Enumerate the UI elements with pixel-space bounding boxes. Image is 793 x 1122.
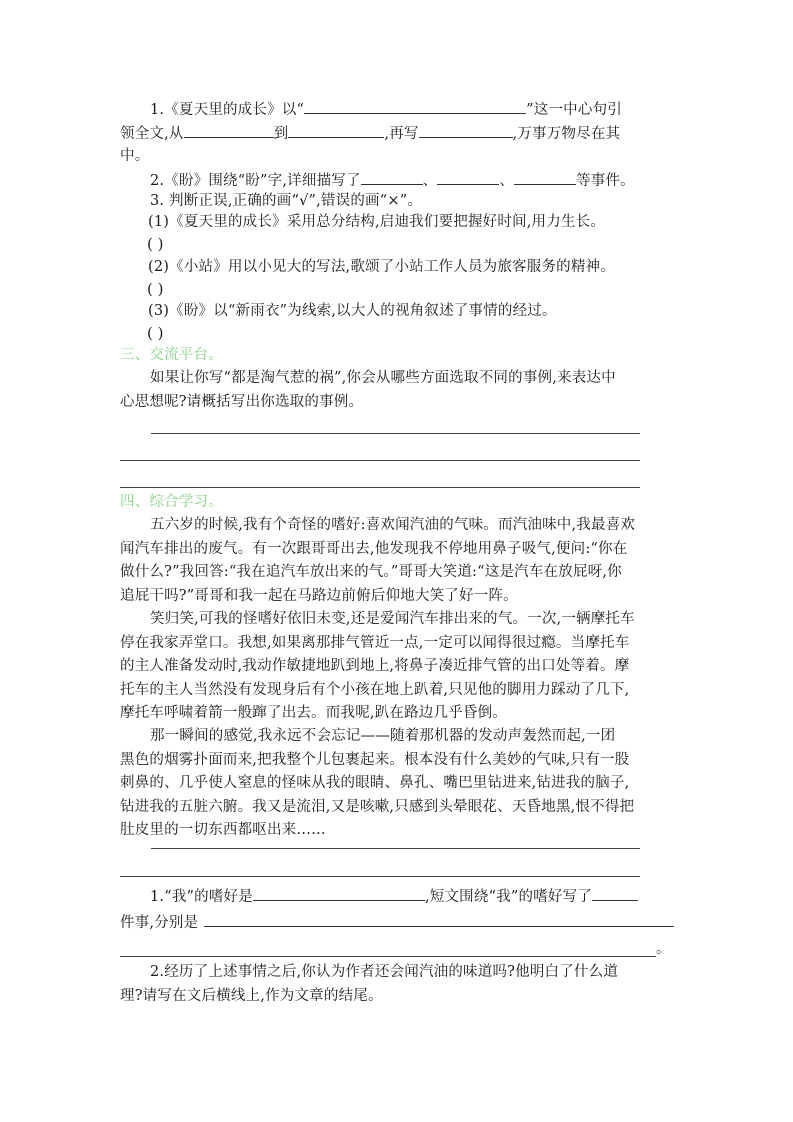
section-3-heading: 三、交流平台。 — [120, 347, 223, 363]
passage-line: 闻汽车排出的废气。有一次跟哥哥出去,他发现我不停地用鼻子吸气,便问:“你在 — [120, 541, 628, 557]
q2-event-blank-2[interactable] — [437, 170, 499, 185]
q1-from-blank[interactable] — [184, 123, 274, 138]
passage-line: 摩托车呼啸着箭一般蹿了出去。而我呢,趴在路边几乎昏倒。 — [120, 705, 508, 721]
s4q1-text: ,短文围绕“我”的嗜好写了 — [424, 889, 593, 905]
passage-line: 刺鼻的、几乎使人窒息的怪味从我的眼睛、鼻孔、嘴巴里钻进来,钻进我的脑子, — [120, 775, 630, 791]
question-3-answer-2[interactable]: ( ) — [147, 280, 164, 298]
section-4-question-2-line-1: 2.经历了上述事情之后,你认为作者还会闻汽油的味道吗?他明白了什么道 — [150, 964, 619, 980]
question-2 — [150, 170, 635, 190]
passage-line: 肚皮里的一切东西都呕出来…… — [120, 822, 326, 838]
q2-separator: 、 — [422, 173, 438, 189]
question-1-line-2 — [120, 123, 620, 143]
passage-line: 那一瞬间的感觉,我永远不会忘记——随着那机器的发动声轰然而起,一团 — [150, 728, 616, 744]
question-1-line-3 — [120, 147, 149, 165]
q2-text: 等事件。 — [576, 173, 635, 189]
q1-central-sentence-blank[interactable] — [304, 99, 526, 114]
q1-text: ,万事万物尽在其 — [512, 126, 621, 142]
q2-event-blank-3[interactable] — [514, 170, 576, 185]
event-count-blank[interactable] — [592, 886, 638, 901]
q1-text: 1.《夏天里的成长》以“ — [150, 102, 305, 118]
question-1-line-1 — [150, 99, 622, 119]
q1-text: 领全文,从 — [120, 126, 184, 142]
question-3-item-2: (2)《小站》用以小见大的写法,歌颂了小站工作人员为旅客服务的精神。 — [148, 259, 615, 275]
events-blank-1[interactable] — [204, 912, 674, 927]
q2-event-blank-1[interactable] — [361, 170, 423, 185]
section-4-question-1-line-2 — [120, 912, 674, 932]
hobby-blank[interactable] — [253, 886, 425, 901]
passage-line: 钻进我的五脏六腑。我又是流泪,又是咳嗽,只感到头晕眼花、天昏地黑,恨不得把 — [120, 799, 635, 815]
q1-text: ”这一中心句引 — [526, 102, 622, 118]
q1-to-blank[interactable] — [288, 123, 384, 138]
passage-line: 的主人准备发动时,我动作敏捷地趴到地上,将鼻子凑近排气管的出口处等着。摩 — [120, 658, 630, 674]
q1-text: ,再写 — [384, 126, 419, 142]
question-3-answer-1[interactable]: ( ) — [147, 235, 164, 253]
question-3-item-1: (1)《夏天里的成长》采用总分结构,启迪我们要把握好时间,用力生长。 — [148, 214, 606, 230]
section-4-heading: 四、综合学习。 — [120, 494, 223, 510]
passage-line: 托车的主人当然没有发现身后有个小孩在地上趴着,只见他的脚用力踩动了几下, — [120, 682, 630, 698]
section-4-question-2-line-2: 理?请写在文后横线上,作为文章的结尾。 — [120, 988, 383, 1004]
answer-line-1[interactable] — [151, 433, 640, 434]
answer-line-3[interactable] — [120, 487, 640, 488]
events-blank-2[interactable] — [120, 956, 656, 957]
question-3-answer-3[interactable]: ( ) — [147, 324, 164, 342]
passage-line: 黑色的烟雾扑面而来,把我整个儿包裹起来。根本没有什么美妙的气味,只有一股 — [120, 752, 630, 768]
passage-line: 五六岁的时候,我有个奇怪的嗜好:喜欢闻汽油的气味。而汽油味中,我最喜欢 — [150, 517, 636, 533]
ending-answer-line-1[interactable] — [151, 848, 640, 849]
s4q1-text: 1.“我”的嗜好是 — [150, 889, 253, 905]
section-3-prompt-line-2: 心思想呢?请概括写出你选取的事例。 — [120, 394, 364, 410]
s4q1-text: 件事,分别是 — [120, 915, 199, 931]
passage-line: 笑归笑,可我的怪嗜好依旧未变,还是爱闻汽车排出来的气。一次,一辆摩托车 — [150, 611, 635, 627]
q1-then-blank[interactable] — [419, 123, 513, 138]
section-4-question-1-line-1 — [150, 886, 638, 906]
section-3-prompt-line-1: 如果让你写“都是淘气惹的祸”,你会从哪些方面选取不同的事例,来表达中 — [150, 370, 616, 386]
period-mark: 。 — [656, 941, 671, 957]
passage-line: 做什么?”我回答:“我在追汽车放出来的气。”哥哥大笑道:“这是汽车在放屁呀,你 — [120, 564, 622, 580]
passage-line: 追屁干吗?”哥哥和我一起在马路边前俯后仰地大笑了好一阵。 — [120, 588, 518, 604]
ending-answer-line-2[interactable] — [120, 876, 640, 877]
answer-line-2[interactable] — [120, 460, 640, 461]
question-3-prompt: 3. 判断正误,正确的画“√”,错误的画“×”。 — [150, 193, 423, 209]
q2-separator: 、 — [499, 173, 515, 189]
q1-text: 中。 — [120, 148, 150, 164]
q1-text: 到 — [273, 126, 289, 142]
q2-text: 2.《盼》围绕“盼”字,详细描写了 — [150, 173, 361, 189]
passage-line: 停在我家弄堂口。我想,如果离那排气管近一点,一定可以闻得很过瘾。当摩托车 — [120, 635, 630, 651]
question-3-item-3: (3)《盼》以“新雨衣”为线索,以大人的视角叙述了事情的经过。 — [148, 303, 557, 319]
